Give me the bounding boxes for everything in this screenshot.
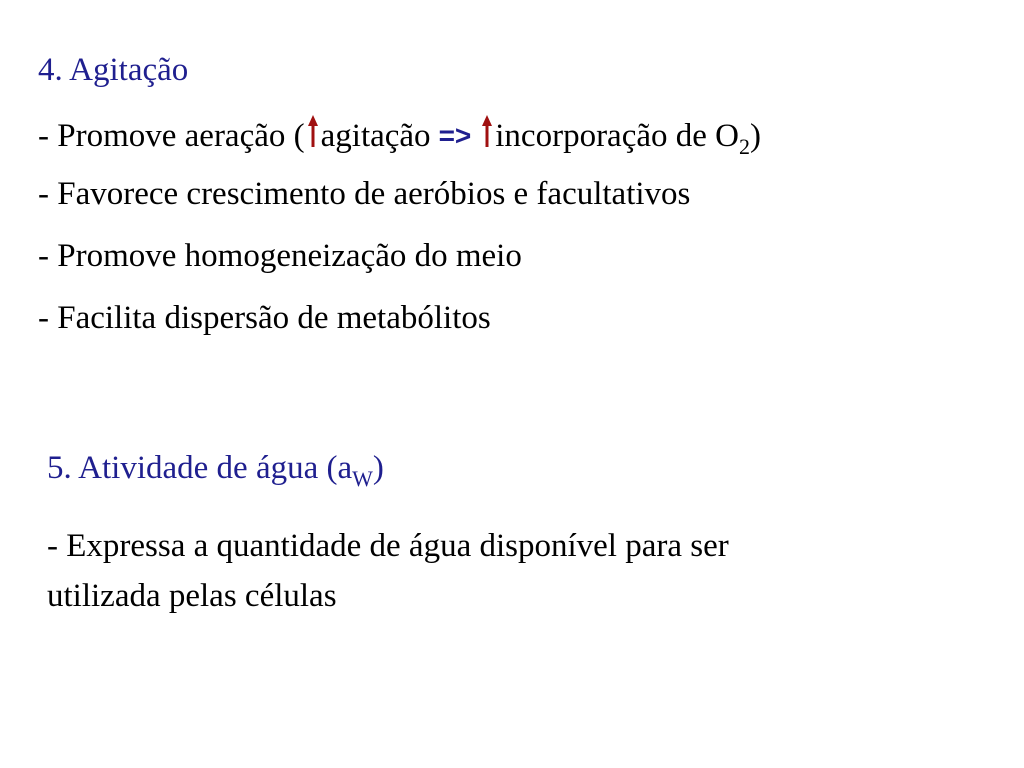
water-activity-line-1: - Expressa a quantidade de água disponível para ser bbox=[47, 528, 729, 564]
agitation-text: agitação bbox=[320, 118, 431, 154]
water-activity-subscript: W bbox=[352, 466, 373, 491]
aeration-text-start: - Promove aeração ( bbox=[38, 118, 305, 154]
bullet-aerobes: - Favorece crescimento de aeróbios e facultativos bbox=[38, 176, 691, 212]
section-5-title bbox=[47, 448, 384, 491]
oxygen-subscript: 2 bbox=[738, 134, 750, 159]
section-5-title-text: 5. Atividade de água (a bbox=[47, 450, 353, 486]
water-activity-line-2: utilizada pelas células bbox=[47, 578, 337, 614]
up-arrow-icon bbox=[481, 114, 493, 158]
section-4-title: 4. Agitação bbox=[38, 52, 189, 88]
implies-symbol: => bbox=[438, 120, 472, 151]
incorporation-text: incorporação de O bbox=[495, 118, 739, 154]
aeration-text-end: ) bbox=[749, 118, 761, 154]
section-5-title-end: ) bbox=[372, 450, 384, 486]
bullet-metabolites: - Facilita dispersão de metabólitos bbox=[38, 300, 491, 336]
bullet-homogenization: - Promove homogeneização do meio bbox=[38, 238, 522, 274]
aeration-line bbox=[38, 116, 761, 160]
up-arrow-icon bbox=[307, 114, 319, 158]
